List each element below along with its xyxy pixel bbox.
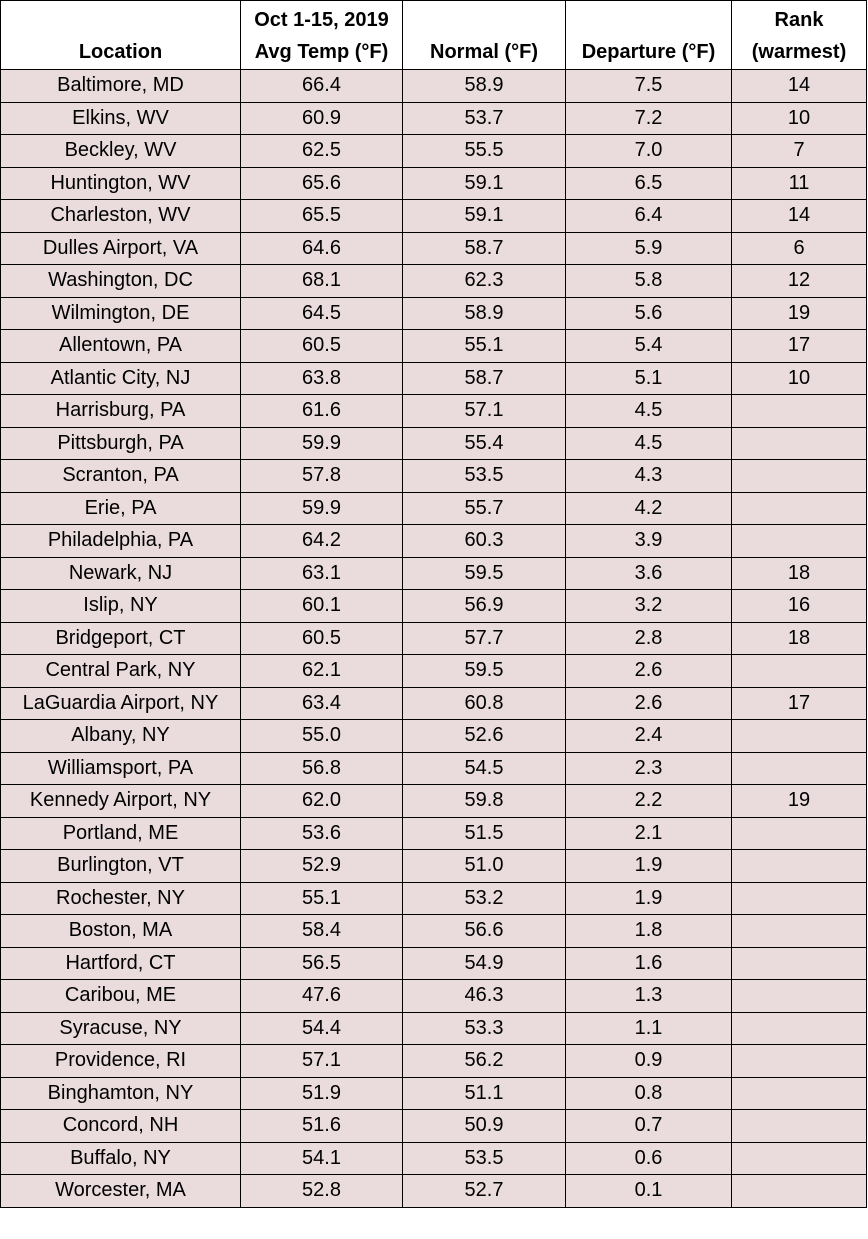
rank-cell <box>732 655 867 688</box>
table-row <box>1 655 867 688</box>
table-row <box>1 1142 867 1175</box>
location-cell: Pittsburgh, PA <box>1 427 241 460</box>
rank-cell <box>732 395 867 428</box>
location-cell: Scranton, PA <box>1 460 241 493</box>
table-row <box>1 1012 867 1045</box>
location-cell: Harrisburg, PA <box>1 395 241 428</box>
avg-temp-cell: 61.6 <box>241 395 403 428</box>
location-cell: Beckley, WV <box>1 135 241 168</box>
departure-cell: 1.9 <box>566 850 732 883</box>
normal-cell: 59.5 <box>403 557 566 590</box>
departure-cell: 6.4 <box>566 200 732 233</box>
location-cell: Baltimore, MD <box>1 70 241 103</box>
header-row <box>1 1 867 70</box>
location-cell: Philadelphia, PA <box>1 525 241 558</box>
avg-temp-cell: 62.5 <box>241 135 403 168</box>
header-avg-temp <box>241 1 403 70</box>
departure-cell: 1.3 <box>566 980 732 1013</box>
avg-temp-cell: 56.5 <box>241 947 403 980</box>
departure-cell: 5.1 <box>566 362 732 395</box>
location-cell: Caribou, ME <box>1 980 241 1013</box>
rank-cell: 11 <box>732 167 867 200</box>
header-rank-line2: (warmest) <box>751 41 847 63</box>
header-avg-temp-line1: Oct 1-15, 2019 <box>254 9 389 31</box>
header-rank-line1: Rank <box>774 9 824 31</box>
departure-cell: 0.1 <box>566 1175 732 1208</box>
avg-temp-cell: 51.9 <box>241 1077 403 1110</box>
table-row <box>1 330 867 363</box>
avg-temp-cell: 56.8 <box>241 752 403 785</box>
rank-cell <box>732 1045 867 1078</box>
table-row <box>1 882 867 915</box>
rank-cell <box>732 1077 867 1110</box>
avg-temp-cell: 64.2 <box>241 525 403 558</box>
departure-cell: 5.8 <box>566 265 732 298</box>
normal-cell: 59.1 <box>403 200 566 233</box>
normal-cell: 58.9 <box>403 297 566 330</box>
normal-cell: 59.8 <box>403 785 566 818</box>
avg-temp-cell: 64.5 <box>241 297 403 330</box>
avg-temp-cell: 52.9 <box>241 850 403 883</box>
avg-temp-cell: 60.5 <box>241 622 403 655</box>
rank-cell <box>732 915 867 948</box>
rank-cell <box>732 460 867 493</box>
departure-cell: 1.1 <box>566 1012 732 1045</box>
location-cell: Binghamton, NY <box>1 1077 241 1110</box>
table-row <box>1 1110 867 1143</box>
normal-cell: 56.9 <box>403 590 566 623</box>
header-departure <box>566 1 732 70</box>
avg-temp-cell: 57.8 <box>241 460 403 493</box>
avg-temp-cell: 53.6 <box>241 817 403 850</box>
departure-cell: 7.5 <box>566 70 732 103</box>
normal-cell: 53.7 <box>403 102 566 135</box>
table-row <box>1 102 867 135</box>
avg-temp-cell: 62.1 <box>241 655 403 688</box>
normal-cell: 51.1 <box>403 1077 566 1110</box>
table-row <box>1 232 867 265</box>
location-cell: Boston, MA <box>1 915 241 948</box>
departure-cell: 4.5 <box>566 395 732 428</box>
departure-cell: 2.1 <box>566 817 732 850</box>
table-row <box>1 622 867 655</box>
table-body <box>1 70 867 1208</box>
rank-cell <box>732 947 867 980</box>
location-cell: LaGuardia Airport, NY <box>1 687 241 720</box>
avg-temp-cell: 57.1 <box>241 1045 403 1078</box>
location-cell: Kennedy Airport, NY <box>1 785 241 818</box>
avg-temp-cell: 66.4 <box>241 70 403 103</box>
departure-cell: 0.6 <box>566 1142 732 1175</box>
departure-cell: 2.8 <box>566 622 732 655</box>
table-row <box>1 687 867 720</box>
table-row <box>1 70 867 103</box>
avg-temp-cell: 60.9 <box>241 102 403 135</box>
departure-cell: 4.3 <box>566 460 732 493</box>
table-row <box>1 752 867 785</box>
normal-cell: 62.3 <box>403 265 566 298</box>
table-row <box>1 135 867 168</box>
header-location <box>1 1 241 70</box>
departure-cell: 0.9 <box>566 1045 732 1078</box>
normal-cell: 56.2 <box>403 1045 566 1078</box>
table-row <box>1 915 867 948</box>
normal-cell: 51.5 <box>403 817 566 850</box>
location-cell: Bridgeport, CT <box>1 622 241 655</box>
location-cell: Atlantic City, NJ <box>1 362 241 395</box>
avg-temp-cell: 68.1 <box>241 265 403 298</box>
location-cell: Islip, NY <box>1 590 241 623</box>
location-cell: Hartford, CT <box>1 947 241 980</box>
rank-cell: 16 <box>732 590 867 623</box>
normal-cell: 51.0 <box>403 850 566 883</box>
avg-temp-cell: 54.1 <box>241 1142 403 1175</box>
avg-temp-cell: 47.6 <box>241 980 403 1013</box>
table-row <box>1 167 867 200</box>
avg-temp-cell: 65.5 <box>241 200 403 233</box>
avg-temp-cell: 54.4 <box>241 1012 403 1045</box>
location-cell: Allentown, PA <box>1 330 241 363</box>
normal-cell: 58.9 <box>403 70 566 103</box>
normal-cell: 55.7 <box>403 492 566 525</box>
table-row <box>1 1045 867 1078</box>
normal-cell: 59.1 <box>403 167 566 200</box>
normal-cell: 57.7 <box>403 622 566 655</box>
location-cell: Charleston, WV <box>1 200 241 233</box>
location-cell: Syracuse, NY <box>1 1012 241 1045</box>
normal-cell: 59.5 <box>403 655 566 688</box>
rank-cell <box>732 1175 867 1208</box>
table-row <box>1 297 867 330</box>
avg-temp-cell: 55.1 <box>241 882 403 915</box>
normal-cell: 55.1 <box>403 330 566 363</box>
table-row <box>1 720 867 753</box>
departure-cell: 6.5 <box>566 167 732 200</box>
normal-cell: 54.5 <box>403 752 566 785</box>
avg-temp-cell: 65.6 <box>241 167 403 200</box>
rank-cell: 10 <box>732 102 867 135</box>
rank-cell: 17 <box>732 687 867 720</box>
avg-temp-cell: 59.9 <box>241 492 403 525</box>
normal-cell: 55.4 <box>403 427 566 460</box>
location-cell: Albany, NY <box>1 720 241 753</box>
table-row <box>1 200 867 233</box>
departure-cell: 4.5 <box>566 427 732 460</box>
departure-cell: 2.4 <box>566 720 732 753</box>
avg-temp-cell: 62.0 <box>241 785 403 818</box>
header-rank <box>732 1 867 70</box>
location-cell: Central Park, NY <box>1 655 241 688</box>
avg-temp-cell: 60.1 <box>241 590 403 623</box>
normal-cell: 60.3 <box>403 525 566 558</box>
table-row <box>1 395 867 428</box>
departure-cell: 2.3 <box>566 752 732 785</box>
avg-temp-cell: 64.6 <box>241 232 403 265</box>
rank-cell <box>732 1142 867 1175</box>
rank-cell <box>732 752 867 785</box>
departure-cell: 5.9 <box>566 232 732 265</box>
avg-temp-cell: 52.8 <box>241 1175 403 1208</box>
departure-cell: 4.2 <box>566 492 732 525</box>
departure-cell: 2.6 <box>566 655 732 688</box>
rank-cell <box>732 817 867 850</box>
departure-cell: 0.7 <box>566 1110 732 1143</box>
table-row <box>1 785 867 818</box>
departure-cell: 3.2 <box>566 590 732 623</box>
normal-cell: 52.6 <box>403 720 566 753</box>
location-cell: Rochester, NY <box>1 882 241 915</box>
table-row <box>1 1175 867 1208</box>
location-cell: Burlington, VT <box>1 850 241 883</box>
rank-cell <box>732 850 867 883</box>
header-avg-temp-line2: Avg Temp (°F) <box>254 41 389 63</box>
departure-cell: 2.6 <box>566 687 732 720</box>
header-departure-label: Departure (°F) <box>581 41 716 63</box>
location-cell: Williamsport, PA <box>1 752 241 785</box>
departure-cell: 7.0 <box>566 135 732 168</box>
header-location-label: Location <box>78 41 163 63</box>
table-row <box>1 525 867 558</box>
departure-cell: 5.6 <box>566 297 732 330</box>
location-cell: Dulles Airport, VA <box>1 232 241 265</box>
rank-cell <box>732 525 867 558</box>
table-row <box>1 980 867 1013</box>
avg-temp-cell: 63.4 <box>241 687 403 720</box>
location-cell: Wilmington, DE <box>1 297 241 330</box>
rank-cell <box>732 427 867 460</box>
table-row <box>1 557 867 590</box>
rank-cell: 14 <box>732 200 867 233</box>
normal-cell: 50.9 <box>403 1110 566 1143</box>
location-cell: Worcester, MA <box>1 1175 241 1208</box>
rank-cell: 19 <box>732 297 867 330</box>
departure-cell: 1.8 <box>566 915 732 948</box>
location-cell: Concord, NH <box>1 1110 241 1143</box>
table-row <box>1 817 867 850</box>
location-cell: Providence, RI <box>1 1045 241 1078</box>
normal-cell: 55.5 <box>403 135 566 168</box>
location-cell: Elkins, WV <box>1 102 241 135</box>
rank-cell: 7 <box>732 135 867 168</box>
departure-cell: 0.8 <box>566 1077 732 1110</box>
avg-temp-cell: 59.9 <box>241 427 403 460</box>
departure-cell: 7.2 <box>566 102 732 135</box>
table-row <box>1 590 867 623</box>
avg-temp-cell: 55.0 <box>241 720 403 753</box>
rank-cell <box>732 1012 867 1045</box>
table-row <box>1 460 867 493</box>
departure-cell: 3.9 <box>566 525 732 558</box>
normal-cell: 53.3 <box>403 1012 566 1045</box>
avg-temp-cell: 63.1 <box>241 557 403 590</box>
rank-cell: 6 <box>732 232 867 265</box>
departure-cell: 1.9 <box>566 882 732 915</box>
header-normal-label: Normal (°F) <box>430 41 538 63</box>
departure-cell: 3.6 <box>566 557 732 590</box>
normal-cell: 56.6 <box>403 915 566 948</box>
rank-cell: 14 <box>732 70 867 103</box>
avg-temp-cell: 58.4 <box>241 915 403 948</box>
normal-cell: 60.8 <box>403 687 566 720</box>
rank-cell: 18 <box>732 557 867 590</box>
rank-cell: 19 <box>732 785 867 818</box>
normal-cell: 58.7 <box>403 232 566 265</box>
avg-temp-cell: 51.6 <box>241 1110 403 1143</box>
location-cell: Washington, DC <box>1 265 241 298</box>
normal-cell: 54.9 <box>403 947 566 980</box>
departure-cell: 1.6 <box>566 947 732 980</box>
rank-cell: 10 <box>732 362 867 395</box>
rank-cell: 18 <box>732 622 867 655</box>
table-row <box>1 1077 867 1110</box>
rank-cell: 12 <box>732 265 867 298</box>
departure-cell: 5.4 <box>566 330 732 363</box>
location-cell: Buffalo, NY <box>1 1142 241 1175</box>
table-row <box>1 362 867 395</box>
table-row <box>1 265 867 298</box>
table-row <box>1 850 867 883</box>
table-row <box>1 947 867 980</box>
table-row <box>1 492 867 525</box>
avg-temp-cell: 63.8 <box>241 362 403 395</box>
location-cell: Portland, ME <box>1 817 241 850</box>
location-cell: Erie, PA <box>1 492 241 525</box>
normal-cell: 53.5 <box>403 460 566 493</box>
rank-cell <box>732 882 867 915</box>
header-normal <box>403 1 566 70</box>
normal-cell: 57.1 <box>403 395 566 428</box>
rank-cell <box>732 720 867 753</box>
normal-cell: 52.7 <box>403 1175 566 1208</box>
avg-temp-cell: 60.5 <box>241 330 403 363</box>
rank-cell <box>732 980 867 1013</box>
table-row <box>1 427 867 460</box>
normal-cell: 46.3 <box>403 980 566 1013</box>
normal-cell: 53.5 <box>403 1142 566 1175</box>
rank-cell: 17 <box>732 330 867 363</box>
departure-cell: 2.2 <box>566 785 732 818</box>
rank-cell <box>732 492 867 525</box>
location-cell: Newark, NJ <box>1 557 241 590</box>
normal-cell: 53.2 <box>403 882 566 915</box>
location-cell: Huntington, WV <box>1 167 241 200</box>
rank-cell <box>732 1110 867 1143</box>
normal-cell: 58.7 <box>403 362 566 395</box>
